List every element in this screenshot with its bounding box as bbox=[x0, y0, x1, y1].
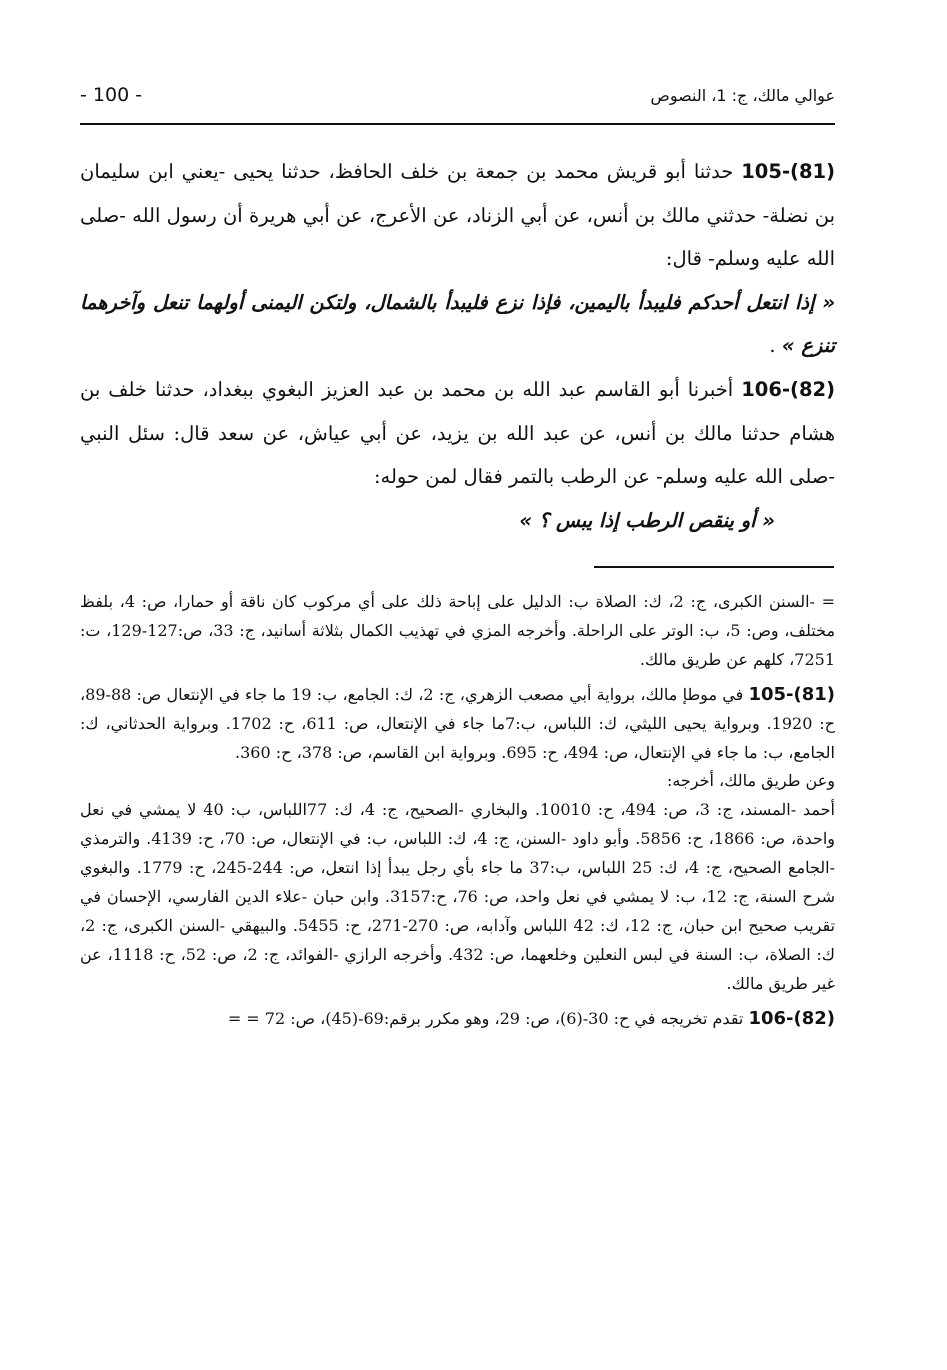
hadith-text: أخبرنا أبو القاسم عبد الله بن محمد بن عبد العزيز البغوي ببغداد، حدثنا خلف بن هشام حدثنا مالك بن أنس، عن عبد الله بن يزيد، عن أبي عياش، عن سعد قال: سئل النبي -صلى الله عليه وسلم- عن الرطب بالتمر فقال لمن حوله: bbox=[80, 377, 835, 489]
footnotes bbox=[80, 588, 835, 1034]
footnote-number: 106-(82) bbox=[748, 1007, 835, 1029]
footnote-separator bbox=[594, 566, 834, 568]
footnote-sources: أحمد -المسند، ج: 3، ص: 494، ح: 10010. والبخاري -الصحيح، ج: 4، ك: 77اللباس، ب: 40 لا يمشي في نعل واحدة، ص: 1866، ح: 5856. وأبو داود -السنن، ج: 4، ك: اللباس، ب: في الإنتعال، ص: 70، ح: 4139. والترمذي -الجامع الصحيح، ج: 4، ك: 25 اللباس، ب:37 ما جاء بأي رجل يبدأ إذا انتعل، ص: 244-245، ح: 1779. والبغوي شرح السنة، ج: 12، ب: لا يمشي في نعل واحد، ص: 76، ح:3157. وابن حبان -علاء الدين الفارسي، الإحسان في تقريب صحيح ابن حبان، ج: 12، ك: 42 اللباس وآدابه، ص: 270-271، ح: 5455. والبيهقي -السنن الكبرى، ج: 2، ك: الصلاة، ب: السنة في لبس النعلين وخلعهما، ص: 432. وأخرجه الرازي -الفوائد، ج: 2، ص: 52، ح: 1118، عن غير طريق مالك. bbox=[80, 800, 836, 993]
hadith-106-quote bbox=[80, 499, 835, 543]
hadith-105 bbox=[80, 150, 835, 281]
main-text bbox=[80, 150, 835, 542]
footnote-intro: وعن طريق مالك، أخرجه: bbox=[666, 771, 835, 791]
page-number: - 100 - bbox=[80, 84, 143, 106]
hadith-105-quote bbox=[80, 281, 835, 368]
hadith-number: 105-(81) bbox=[741, 160, 835, 183]
prophetic-quote: « إذا انتعل أحدكم فليبدأ باليمين، فإذا نزع فليبدأ بالشمال، ولتكن اليمنى أولهما تنعل وآخرهما تنزع » bbox=[80, 290, 835, 358]
footnote-text: في موطإ مالك، برواية أبي مصعب الزهري، ج: 2، ك: الجامع، ب: 19 ما جاء في الإنتعال ص: 88-89، ح: 1920. وبرواية يحيى الليثي، ك: اللباس، ب:7ما جاء في الإنتعال، ص: 611، ح: 1702. وبرواية الحدثاني، ك: الجامع، ب: ما جاء في الإنتعال، ص: 494، ح: 695. وبرواية ابن القاسم، ص: 378، ح: 360. bbox=[80, 684, 836, 762]
footnote-continuation: = -السنن الكبرى، ج: 2، ك: الصلاة ب: الدليل على إباحة ذلك على أي مركوب كان ناقة أو حمارا، ص: 4، بلفظ مختلف، وص: 5، ب: الوتر على الراحلة. وأخرجه المزي في تهذيب الكمال بثلاثة أسانيد، ج: 33، ص:127-129، ت: 7251، كلهم عن طريق مالك. bbox=[80, 592, 836, 669]
footnote-106 bbox=[80, 1005, 835, 1034]
hadith-number: 106-(82) bbox=[741, 377, 835, 401]
page-header bbox=[80, 84, 835, 114]
footnote-number: 105-(81) bbox=[748, 683, 836, 705]
prophetic-quote: « أو ينقص الرطب إذا يبس ؟ » bbox=[519, 508, 775, 532]
footnote-text: تقدم تخريجه في ح: 30-(6)، ص: 29، وهو مكرر برقم:69-(45)، ص: 72 = = bbox=[227, 1008, 749, 1028]
hadith-text: حدثنا أبو قريش محمد بن جمعة بن خلف الحافظ، حدثنا يحيى -يعني ابن سليمان بن نضلة- حدثني مالك بن أنس، عن أبي الزناد، عن الأعرج، عن أبي هريرة أن رسول الله -صلى الله عليه وسلم- قال: bbox=[80, 160, 835, 271]
header-rule bbox=[80, 123, 835, 125]
hadith-106 bbox=[80, 368, 835, 499]
footnote-105 bbox=[80, 681, 835, 768]
quote-end: . bbox=[769, 334, 782, 358]
running-title: عوالي مالك، ج: 1، النصوص bbox=[650, 86, 835, 105]
